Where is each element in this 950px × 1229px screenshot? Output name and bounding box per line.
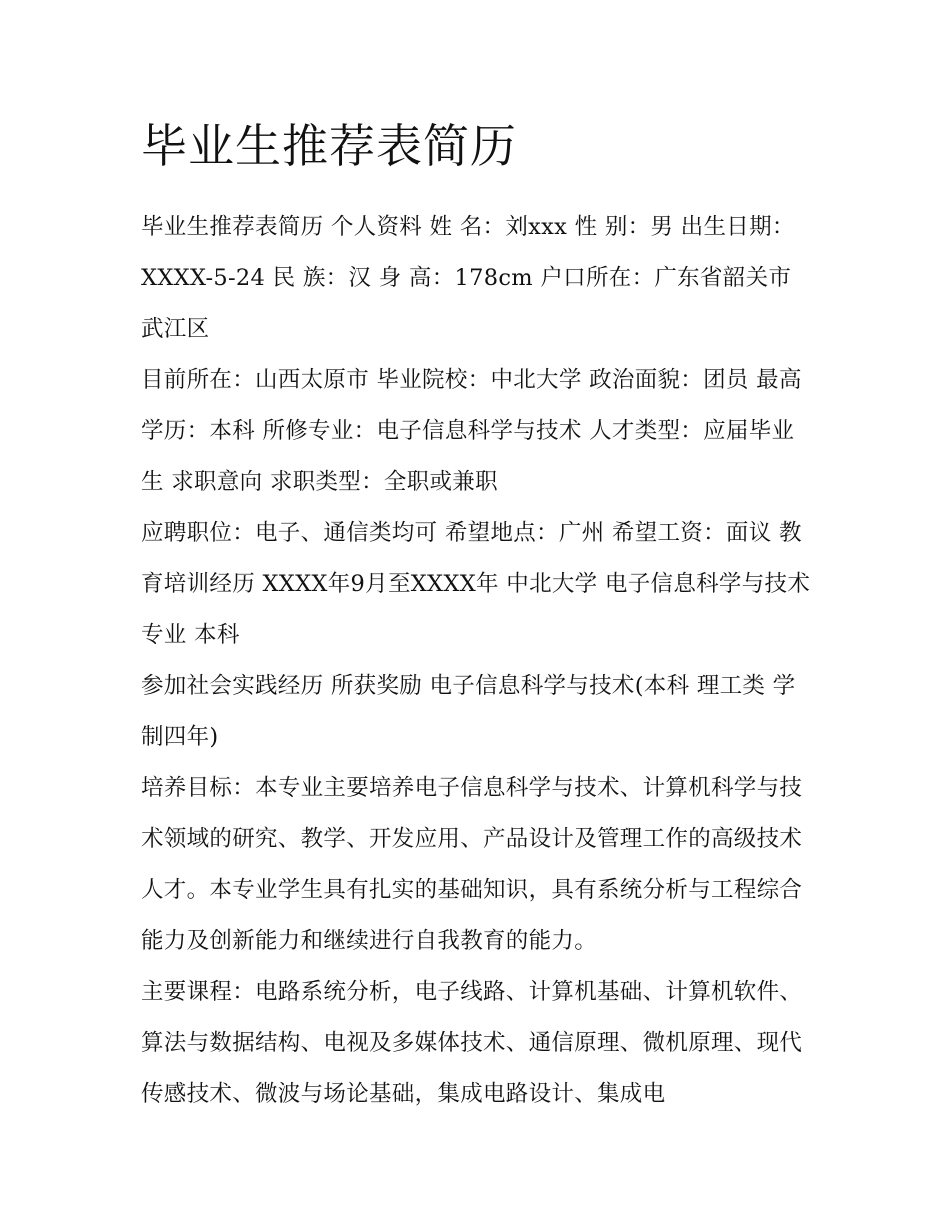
- paragraph-practice-awards: 参加社会实践经历 所获奖励 电子信息科学与技术(本科 理工类 学制四年): [141, 673, 796, 750]
- paragraph-personal-info: 毕业生推荐表简历 个人资料 姓 名：刘xxx 性 别：男 出生日期：XXXX-5-24 民 族：汉 身 高：178cm 户口所在：广东省韶关市武江区: [141, 214, 795, 342]
- paragraph-education-status: 目前所在：山西太原市 毕业院校：中北大学 政治面貌：团员 最高学历：本科 所修专业：电子信息科学与技术 人才类型：应届毕业生 求职意向 求职类型：全职或兼职: [141, 367, 802, 495]
- paragraph-training-goal: 培养目标：本专业主要培养电子信息科学与技术、计算机科学与技术领域的研究、教学、开发应用、产品设计及管理工作的高级技术人才。本专业学生具有扎实的基础知识，具有系统分析与工程综合能力及创新能力和继续进行自我教育的能力。: [141, 775, 803, 954]
- document-title: 毕业生推荐表简历: [141, 119, 517, 173]
- paragraph-job-intent: 应聘职位：电子、通信类均可 希望地点：广州 希望工资：面议 教育培训经历 XXXX年9月至XXXX年 中北大学 电子信息科学与技术专业 本科: [141, 520, 811, 648]
- paragraph-main-courses: 主要课程：电路系统分析，电子线路、计算机基础、计算机软件、算法与数据结构、电视及多媒体技术、通信原理、微机原理、现代传感技术、微波与场论基础，集成电路设计、集成电: [141, 979, 803, 1107]
- document-body: [141, 110, 811, 1120]
